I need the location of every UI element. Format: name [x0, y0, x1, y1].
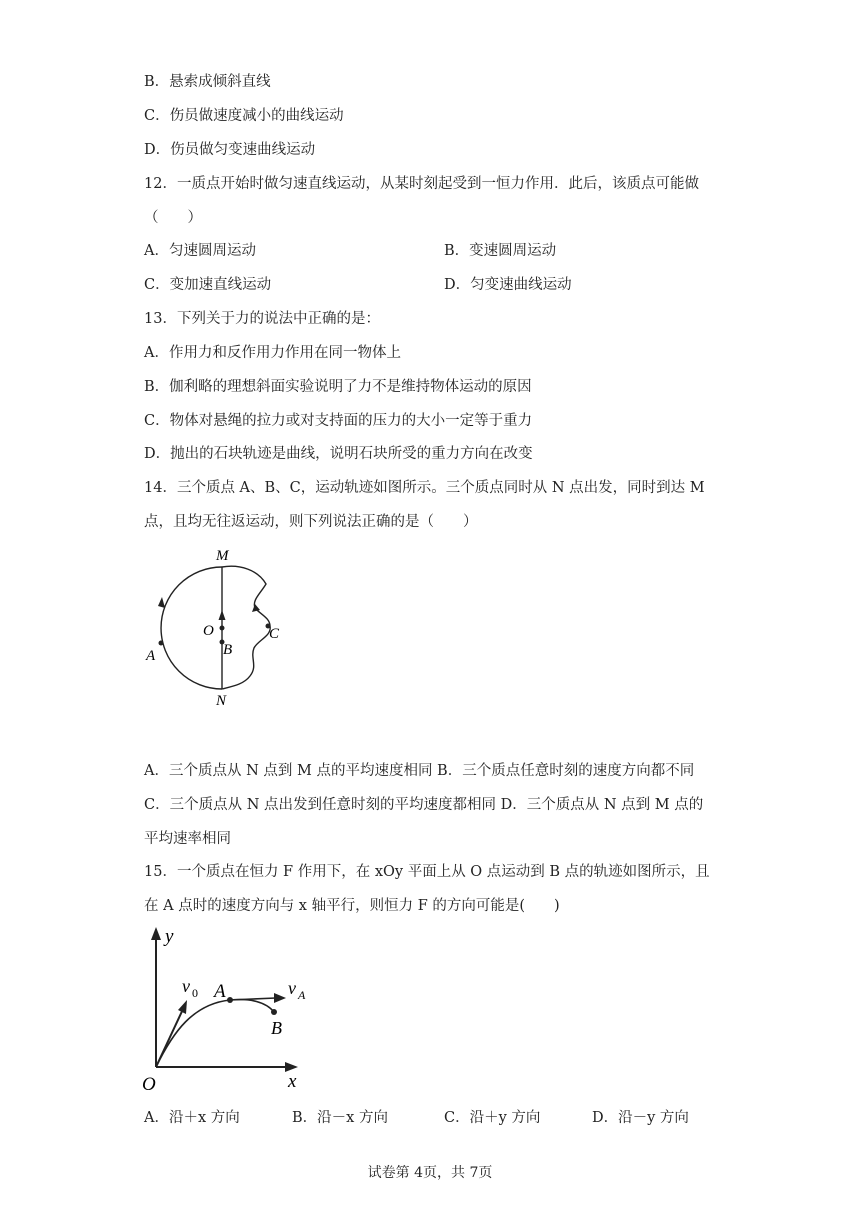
q12-option-a: A．匀速圆周运动: [144, 243, 256, 259]
va-vector: [230, 998, 276, 1000]
q14-stem: 14．三个质点 A、B、C，运动轨迹如图所示。三个质点同时从 N 点出发，同时到达 M: [144, 480, 705, 496]
label-o: O: [142, 1074, 156, 1094]
label-c: C: [269, 626, 280, 642]
arrow-a: [158, 597, 165, 608]
label-a: A: [146, 648, 156, 664]
trajectory-curve: [156, 1000, 274, 1068]
q14-trajectory-figure: [140, 542, 300, 714]
label-o: O: [203, 623, 214, 639]
point-o: [220, 626, 225, 631]
q15-option-b: B．沿－x 方向: [292, 1110, 388, 1126]
q15-option-a: A．沿＋x 方向: [144, 1110, 240, 1126]
label-v0: v: [182, 976, 190, 996]
va-arrow: [274, 993, 286, 1003]
label-m: M: [216, 548, 229, 564]
q15-stem: 15．一个质点在恒力 F 作用下，在 xOy 平面上从 O 点运动到 B 点的轨迹如图所示，且: [144, 864, 710, 880]
label-v0-sub: 0: [192, 986, 198, 1000]
q15-trajectory-figure: [138, 922, 318, 1094]
q12-option-d: D．匀变速曲线运动: [444, 277, 572, 293]
v0-arrow: [178, 1000, 187, 1014]
q12-stem-bracket: （ ）: [144, 210, 202, 226]
q13-option-c: C．物体对悬绳的拉力或对支持面的压力的大小一定等于重力: [144, 413, 533, 429]
q15-option-c: C．沿＋y 方向: [444, 1110, 541, 1126]
q13-option-b: B．伽利略的理想斜面实验说明了力不是维持物体运动的原因: [144, 379, 532, 395]
label-a: A: [214, 981, 226, 1002]
trajectory-c-curve: [222, 566, 270, 689]
label-b: B: [223, 642, 233, 658]
arrow-b: [219, 610, 226, 620]
q12-option-b: B．变速圆周运动: [444, 243, 557, 259]
q15-option-d: D．沿－y 方向: [592, 1110, 689, 1126]
q13-stem: 13．下列关于力的说法中正确的是：: [144, 311, 380, 327]
q12-option-c: C．变加速直线运动: [144, 277, 272, 293]
point-a: [159, 641, 164, 646]
q15-stem-cont: 在 A 点时的速度方向与 x 轴平行，则恒力 F 的方向可能是( ): [144, 898, 560, 914]
label-va: v: [288, 978, 296, 998]
q13-option-d: D．抛出的石块轨迹是曲线，说明石块所受的重力方向在改变: [144, 446, 533, 462]
q12-stem: 12．一质点开始时做匀速直线运动，从某时刻起受到一恒力作用．此后，该质点可能做: [144, 176, 699, 192]
label-y: y: [165, 926, 174, 947]
page-footer: 试卷第 4页，共 7页: [367, 1165, 493, 1181]
point-a: [227, 997, 233, 1003]
label-b: B: [271, 1018, 282, 1038]
q13-option-a: A．作用力和反作用力作用在同一物体上: [144, 345, 401, 361]
label-n: N: [216, 693, 227, 709]
label-x: x: [288, 1071, 297, 1092]
point-b: [271, 1009, 277, 1015]
q14-options-line-2: C．三个质点从 N 点出发到任意时刻的平均速度都相同 D．三个质点从 N 点到 M 点的: [144, 797, 704, 813]
q11-option-c: C．伤员做速度减小的曲线运动: [144, 108, 344, 124]
y-axis-arrow: [151, 927, 161, 940]
q14-stem-cont: 点，且均无往返运动，则下列说法正确的是（ ）: [144, 514, 478, 530]
label-va-sub: A: [298, 988, 306, 1002]
v0-vector: [156, 1007, 184, 1067]
q11-option-b: B．悬索成倾斜直线: [144, 74, 271, 90]
q14-options-line-1: A．三个质点从 N 点到 M 点的平均速度相同 B．三个质点任意时刻的速度方向都不同: [144, 763, 695, 779]
q14-options-line-3: 平均速率相同: [144, 831, 231, 847]
q11-option-d: D．伤员做匀变速曲线运动: [144, 142, 316, 158]
